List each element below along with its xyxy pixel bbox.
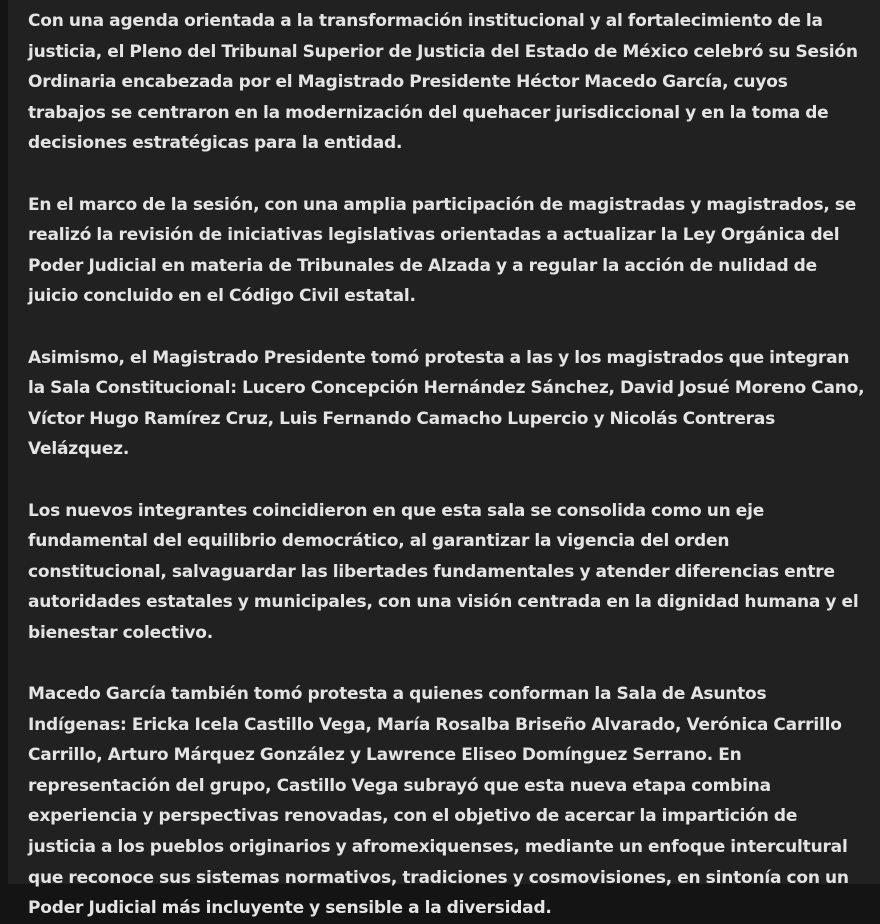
article-paragraph-5: Macedo García también tomó protesta a quienes conforman la Sala de Asuntos Indígenas: Ericka Icela Castillo Vega, María Rosalba Briseño Alvarado, Verónica Carrillo Carrillo, Arturo Márquez González y Lawrence Eliseo Domínguez Serrano. En representación del grupo, Castillo Vega subrayó que esta nueva etapa combina experiencia y perspectivas renovadas, con el objetivo de acercar la impartición de justicia a los pueblos originarios y afromexiquenses, mediante un enfoque intercultural que reconoce sus sistemas normativos, tradiciones y cosmovisiones, en sintonía con un Poder Judicial más incluyente y sensible a la diversidad.: [28, 684, 849, 919]
article-paragraph-1: Con una agenda orientada a la transformación institucional y al fortalecimiento de la justicia, el Pleno del Tribunal Superior de Justicia del Estado de México celebró su Sesión Ordinaria encabezada por el Magistrado Presidente Héctor Macedo García, cuyos trabajos se centraron en la modernización del quehacer jurisdiccional y en la toma de decisiones estratégicas para la entidad.: [28, 11, 858, 154]
article-paragraph-2: En el marco de la sesión, con una amplia participación de magistradas y magistrados, se realizó la revisión de iniciativas legislativas orientadas a actualizar la Ley Orgánica del Poder Judicial en materia de Tribunales de Alzada y a regular la acción de nulidad de juicio concluido en el Código Civil estatal.: [28, 194, 857, 307]
article-page: [8, 0, 880, 919]
article-paragraph-3: Asimismo, el Magistrado Presidente tomó protesta a las y los magistrados que integran la Sala Constitucional: Lucero Concepción Hernández Sánchez, David Josué Moreno Cano, Víctor Hugo Ramírez Cruz, Luis Fernando Camacho Lupercio y Nicolás Contreras Velázquez.: [28, 347, 865, 460]
article-paragraph-4: Los nuevos integrantes coincidieron en que esta sala se consolida como un eje fundamental del equilibrio democrático, al garantizar la vigencia del orden constitucional, salvaguardar las libertades fundamentales y atender diferencias entre autoridades estatales y municipales, con una visión centrada en la dignidad humana y el bienestar colectivo.: [28, 500, 859, 643]
article-body: [28, 6, 868, 924]
